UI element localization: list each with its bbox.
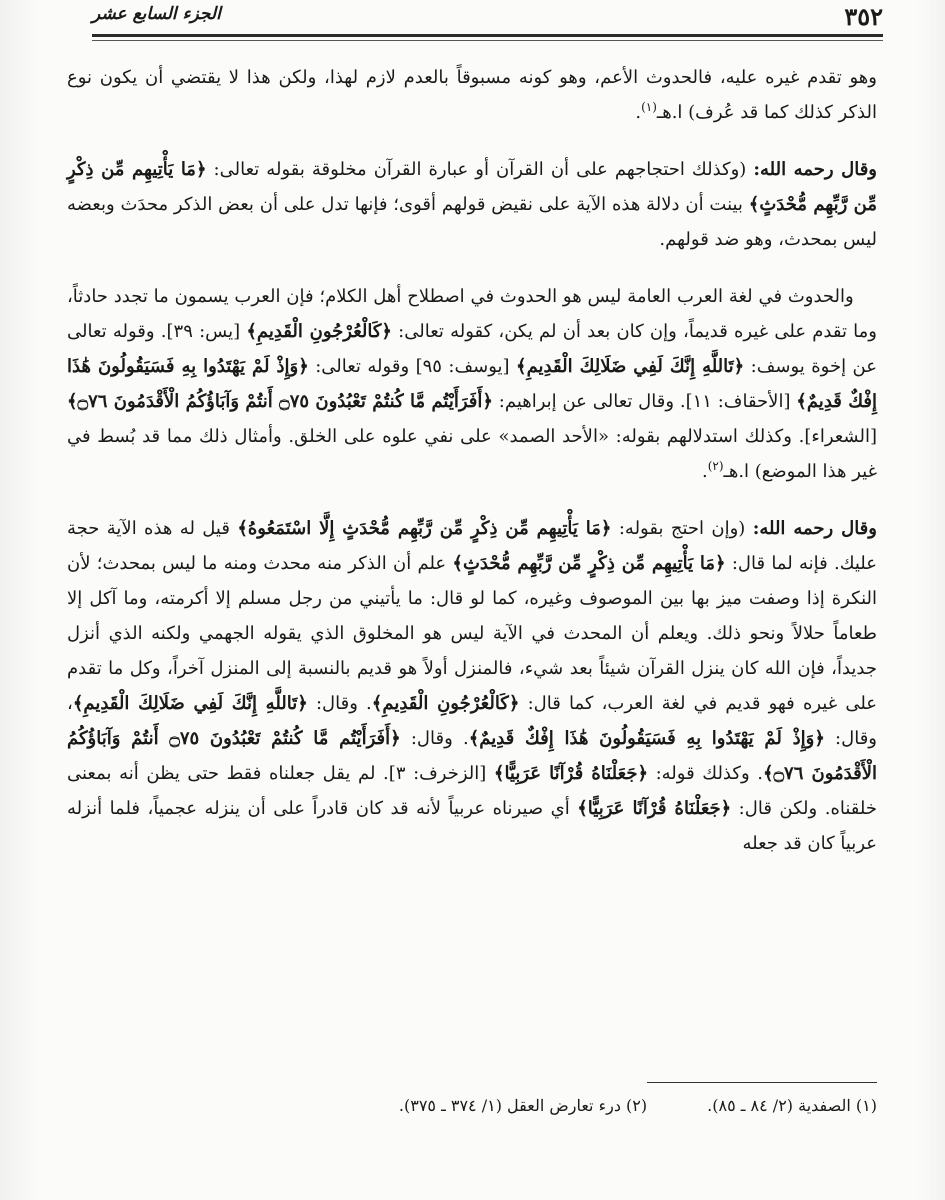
quran-verse: ﴿جَعَلْنَاهُ قُرْآنًا عَرَبِيًّا﴾ [577,798,732,819]
quran-verse: ﴿جَعَلْنَاهُ قُرْآنًا عَرَبِيًّا﴾ [493,763,648,784]
main-text [67,60,877,861]
footnote-rule [647,1082,877,1083]
paragraph-3-text-e: [الشعراء]. وكذلك استدلالهم بقوله: «الأحد الصمد» على نفي علوه على الخلق. وأمثال ذلك مما قد بُسط في غير هذا الموضع) ا.هـ [67,426,877,482]
quran-verse: ﴿تَاللَّهِ إِنَّكَ لَفِي ضَلَالِكَ الْقَدِيمِ﴾ [516,356,745,377]
quran-verse: ﴿مَا يَأْتِيهِم مِّن ذِكْرٍ مِّن رَّبِّهِم مُّحْدَثٍ﴾ [452,553,726,574]
page-number: ٣٥٢ [844,2,883,31]
quran-verse: ﴿وَإِذْ لَمْ يَهْتَدُوا بِهِ فَسَيَقُولُونَ هَٰذَا إِفْكٌ قَدِيمٌ﴾ [67,356,877,412]
quran-verse: ﴿مَا يَأْتِيهِم مِّن ذِكْرٍ مِّن رَّبِّهِم مُّحْدَثٍ﴾ [67,159,877,215]
footnote-marker-1: (١) [641,100,657,114]
paragraph-3-text-c: [يوسف: ٩٥] وقوله تعالى: [308,356,517,377]
paragraph-gap [67,489,877,511]
quran-verse: ﴿مَا يَأْتِيهِم مِّن ذِكْرٍ مِّن رَّبِّهِم مُّحْدَثٍ إِلَّا اسْتَمَعُوهُ﴾ [237,518,612,539]
paragraph-2-text-a: (وكذلك احتجاجهم على أن القرآن أو عبارة القرآن مخلوقة بقوله تعالى: [206,159,754,180]
running-head: الجزء السابع عشر [92,4,221,24]
page-header [92,2,883,36]
paragraph-3-text-b: [يس: ٣٩]. وقوله تعالى عن إخوة يوسف: [67,321,877,377]
paragraph-4-text-b: قيل له هذه الآية حجة عليك. فإنه لما قال: [67,518,878,574]
paragraph-4-text-e: ، وقال: [67,693,877,749]
paragraph-3: والحدوث في لغة العرب العامة ليس هو الحدوث في اصطلاح أهل الكلام؛ فإن العرب يسمون ما تجدد حادثاً، وما تقدم على غيره قديماً، وإن كان بعد أن لم يكن، كقوله تعالى: ﴿كَالْعُرْجُونِ الْقَدِيمِ﴾ [يس: ٣٩]. وقوله تعالى عن إخوة يوسف: ﴿تَاللَّهِ إِنَّكَ لَفِي ضَلَالِكَ الْقَدِيمِ﴾ [يوسف: ٩٥] وقوله تعالى: ﴿وَإِذْ لَمْ يَهْتَدُوا بِهِ فَسَيَقُولُونَ هَٰذَا إِفْكٌ قَدِيمٌ﴾ [الأحقاف: ١١]. وقال تعالى عن إبراهيم: ﴿أَفَرَأَيْتُم مَّا كُنتُمْ تَعْبُدُونَ ۝٧٥ أَنتُمْ وَآبَاؤُكُمُ الْأَقْدَمُونَ ۝٧٦﴾ [الشعراء]. وكذلك استدلالهم بقوله: «الأحد الصمد» على نفي علوه على الخلق. وأمثال ذلك مما قد بُسط في غير هذا الموضع) ا.هـ$^{(٢)}$. [67,286,878,482]
paragraph-3-text-d: [الأحقاف: ١١]. وقال تعالى عن إبراهيم: [492,391,797,412]
paragraph-4-text-a: (وإن احتج بقوله: [611,518,753,539]
footnotes [67,1094,877,1118]
quran-verse: ﴿وَإِذْ لَمْ يَهْتَدُوا بِهِ فَسَيَقُولُونَ هَٰذَا إِفْكٌ قَدِيمٌ﴾ [468,728,825,749]
footnote-marker-2: (٢) [707,459,724,473]
paragraph-4-lead: وقال رحمه الله: [752,518,877,539]
paragraph-4-text-f: . وقال: [400,728,469,749]
scan-edge-left [0,0,40,1200]
quran-verse: ﴿أَفَرَأَيْتُم مَّا كُنتُمْ تَعْبُدُونَ ۝٧٥ أَنتُمْ وَآبَاؤُكُمُ الْأَقْدَمُونَ ۝٧٦﴾ [67,391,493,412]
quran-verse: ﴿أَفَرَأَيْتُم مَّا كُنتُمْ تَعْبُدُونَ ۝٧٥ أَنتُمْ وَآبَاؤُكُمُ الْأَقْدَمُونَ ۝٧٦﴾ [67,728,878,784]
quran-verse: ﴿كَالْعُرْجُونِ الْقَدِيمِ﴾ [246,321,392,342]
paragraph-4 [67,511,877,861]
header-rule-thin [92,40,883,41]
paragraph-2-text-b: بينت أن دلالة هذه الآية على نقيض قولهم أقوى؛ فإنها تدل على أن بعض الذكر محدَث وبعضه ليس بمحدث، وهو ضد قولهم. [67,194,877,250]
scan-edge-right [915,0,945,1200]
paragraph-gap [67,130,877,152]
footnote-2: (٢) درء تعارض العقل (١/ ٣٧٤ ـ ٣٧٥). [398,1096,648,1115]
paragraph-4-text-d: . وقال: [307,693,372,714]
paragraph-4-text-i: أي صيرناه عربياً لأنه قد كان قادراً على أن ينزله عجمياً، فلما أنزله عربياً كان قد جعله [67,798,877,854]
paragraph-4-text-h: [الزخرف: ٣]. لم يقل جعلناه فقط حتى يظن أنه بمعنى خلقناه. ولكن قال: [67,763,877,819]
paragraph-gap [67,257,877,279]
paragraph-4-text-c: علم أن الذكر منه محدث ومنه ما ليس بمحدث؛ لأن النكرة إذا وصفت ميز بها بين الموصوف وغيره، كما لو قال: ما يأتيني من رجل مسلم إلا أكرمته، وما آكل إلا طعاماً حلالاً ونحو ذلك. ويعلم أن المحدث في الآية ليس هو المخلوق الذي يقوله الجهمي ولكنه الذي أنزل جديداً، فإن الله كان ينزل القرآن شيئاً بعد شيء، فالمنزل أولاً هو قديم بالنسبة إلى المنزل آخراً، وكل ما تقدم على غيره فهو قديم في لغة العرب، كما قال: [67,553,878,714]
quran-verse: ﴿كَالْعُرْجُونِ الْقَدِيمِ﴾ [371,693,520,714]
footnote-1: (١) الصفدية (٢/ ٨٤ ـ ٨٥). [707,1096,877,1115]
paragraph-2-lead: وقال رحمه الله: [753,159,878,180]
paragraph-1: وهو تقدم غيره عليه، فالحدوث الأعم، وهو كونه مسبوقاً بالعدم لازم لهذا، ولكن هذا لا يقتضي أن يكون نوع الذكر كذلك كما قد عُرف) ا.هـ$^{(١)}$. [67,67,877,123]
paragraph-3-text-a: والحدوث في لغة العرب العامة ليس هو الحدوث في اصطلاح أهل الكلام؛ فإن العرب يسمون ما تجدد حادثاً، وما تقدم على غيره قديماً، وإن كان بعد أن لم يكن، كقوله تعالى: [67,286,878,342]
paragraph-2 [67,152,877,257]
quran-verse: ﴿تَاللَّهِ إِنَّكَ لَفِي ضَلَالِكَ الْقَدِيمِ﴾ [72,693,308,714]
paragraph-4-text-g: . وكذلك قوله: [648,763,763,784]
paragraph-1-text: وهو تقدم غيره عليه، فالحدوث الأعم، وهو كونه مسبوقاً بالعدم لازم لهذا، ولكن هذا لا يقتضي أن يكون نوع الذكر كذلك كما قد عُرف) ا.هـ [67,67,877,123]
header-rule [92,34,883,37]
